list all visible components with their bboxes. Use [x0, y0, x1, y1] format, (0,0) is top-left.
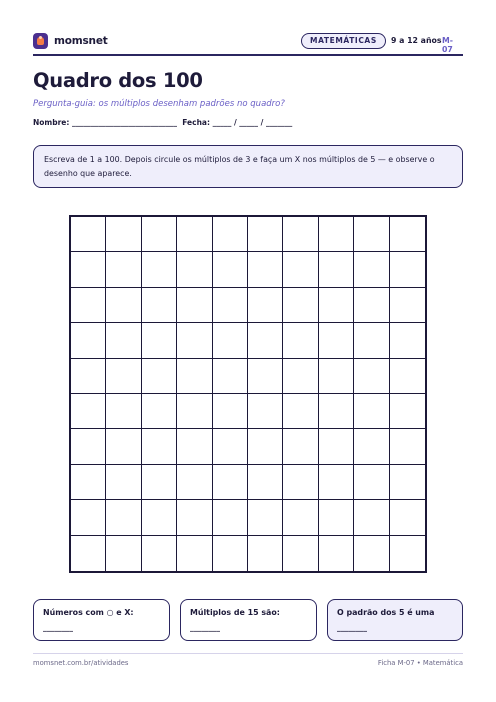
grid-cell[interactable]: [142, 465, 177, 500]
grid-cell[interactable]: [354, 359, 389, 394]
grid-cell[interactable]: [106, 359, 141, 394]
grid-cell[interactable]: [354, 536, 389, 571]
grid-cell[interactable]: [283, 429, 318, 464]
grid-cell[interactable]: [213, 429, 248, 464]
answer-question: O padrão dos 5 é uma: [337, 608, 435, 617]
grid-cell[interactable]: [248, 394, 283, 429]
page-title: Quadro dos 100: [33, 69, 203, 92]
guide-question: Pergunta-guia: os múltiplos desenham padrões no quadro?: [33, 99, 285, 109]
grid-cell[interactable]: [319, 252, 354, 287]
grid-cell[interactable]: [283, 359, 318, 394]
brand-logo: [33, 33, 108, 49]
grid-cell[interactable]: [390, 536, 425, 571]
grid-cell[interactable]: [390, 323, 425, 358]
grid-cell[interactable]: [177, 500, 212, 535]
grid-cell[interactable]: [71, 359, 106, 394]
grid-cell[interactable]: [248, 359, 283, 394]
grid-cell[interactable]: [319, 536, 354, 571]
hundred-chart-grid: [69, 215, 427, 573]
grid-cell[interactable]: [248, 500, 283, 535]
subject-badge: MATEMÁTICAS: [301, 33, 386, 49]
grid-cell[interactable]: [248, 536, 283, 571]
grid-cell[interactable]: [142, 359, 177, 394]
grid-cell[interactable]: [106, 429, 141, 464]
grid-cell[interactable]: [177, 217, 212, 252]
grid-cell[interactable]: [248, 288, 283, 323]
answer-box-multiples-15: [180, 599, 317, 641]
grid-cell[interactable]: [354, 500, 389, 535]
grid-cell[interactable]: [283, 288, 318, 323]
answer-question: Múltiplos de 15 são:: [190, 608, 280, 617]
grid-cell[interactable]: [354, 288, 389, 323]
answer-blank[interactable]: ________: [43, 623, 73, 632]
grid-cell[interactable]: [283, 217, 318, 252]
grid-cell[interactable]: [142, 394, 177, 429]
grid-cell[interactable]: [248, 217, 283, 252]
footer-divider: [33, 653, 463, 654]
grid-cell[interactable]: [213, 217, 248, 252]
grid-cell[interactable]: [142, 536, 177, 571]
grid-cell[interactable]: [177, 252, 212, 287]
grid-cell[interactable]: [71, 217, 106, 252]
age-range: 9 a 12 años: [391, 36, 442, 45]
grid-cell[interactable]: [354, 429, 389, 464]
grid-cell[interactable]: [142, 323, 177, 358]
grid-cell[interactable]: [283, 252, 318, 287]
footer-sheet-label: Ficha M-07 • Matemática: [377, 659, 463, 667]
grid-cell[interactable]: [213, 252, 248, 287]
grid-cell[interactable]: [213, 500, 248, 535]
grid-cell[interactable]: [213, 465, 248, 500]
page-header: [33, 32, 463, 54]
grid-cell[interactable]: [283, 394, 318, 429]
grid-cell[interactable]: [354, 465, 389, 500]
grid-cell[interactable]: [142, 429, 177, 464]
grid-cell[interactable]: [106, 217, 141, 252]
grid-cell[interactable]: [354, 252, 389, 287]
grid-cell[interactable]: [354, 394, 389, 429]
grid-cell[interactable]: [177, 323, 212, 358]
brand-name: momsnet: [54, 35, 108, 47]
answer-blank[interactable]: ________: [190, 623, 220, 632]
header-divider: [33, 54, 463, 56]
grid-cell[interactable]: [71, 288, 106, 323]
grid-cell[interactable]: [106, 252, 141, 287]
grid-cell[interactable]: [390, 252, 425, 287]
answer-blank[interactable]: ________: [337, 623, 367, 632]
grid-cell[interactable]: [390, 500, 425, 535]
grid-cell[interactable]: [283, 536, 318, 571]
answer-question: Números com ○ e X:: [43, 608, 134, 617]
answer-box-circle-x: [33, 599, 170, 641]
grid-cell[interactable]: [71, 465, 106, 500]
grid-cell[interactable]: [106, 394, 141, 429]
worksheet-code: M-07: [442, 36, 453, 54]
grid-cell[interactable]: [106, 536, 141, 571]
grid-cell[interactable]: [390, 429, 425, 464]
grid-cell[interactable]: [142, 252, 177, 287]
grid-cell[interactable]: [283, 323, 318, 358]
grid-cell[interactable]: [71, 536, 106, 571]
grid-cell[interactable]: [283, 465, 318, 500]
grid-cell[interactable]: [177, 536, 212, 571]
grid-cell[interactable]: [283, 500, 318, 535]
instruction-box: Escreva de 1 a 100. Depois circule os múltiplos de 3 e faça um X nos múltiplos de 5 — e observe o desenho que aparece.: [33, 145, 463, 188]
grid-cell[interactable]: [248, 323, 283, 358]
grid-cell[interactable]: [248, 429, 283, 464]
grid-cell[interactable]: [319, 217, 354, 252]
grid-cell[interactable]: [390, 217, 425, 252]
grid-cell[interactable]: [248, 252, 283, 287]
grid-cell[interactable]: [71, 394, 106, 429]
name-date-fields: Nombre: ____________________________ Fecha: _____ / _____ / _______: [33, 118, 293, 127]
grid-cell[interactable]: [319, 429, 354, 464]
grid-cell[interactable]: [319, 359, 354, 394]
grid-cell[interactable]: [213, 536, 248, 571]
grid-cell[interactable]: [106, 465, 141, 500]
grid-cell[interactable]: [319, 465, 354, 500]
grid-cell[interactable]: [390, 465, 425, 500]
grid-cell[interactable]: [106, 288, 141, 323]
grid-cell[interactable]: [319, 394, 354, 429]
grid-cell[interactable]: [319, 500, 354, 535]
grid-cell[interactable]: [319, 323, 354, 358]
grid-cell[interactable]: [177, 465, 212, 500]
grid-cell[interactable]: [71, 323, 106, 358]
grid-cell[interactable]: [213, 288, 248, 323]
footer-url: momsnet.com.br/atividades: [33, 659, 129, 667]
grid-cell[interactable]: [213, 394, 248, 429]
grid-cell[interactable]: [213, 323, 248, 358]
grid-cell[interactable]: [213, 359, 248, 394]
grid-cell[interactable]: [71, 252, 106, 287]
grid-cell[interactable]: [248, 465, 283, 500]
grid-cell[interactable]: [319, 288, 354, 323]
grid-cell[interactable]: [177, 359, 212, 394]
grid-cell[interactable]: [142, 500, 177, 535]
grid-cell[interactable]: [390, 394, 425, 429]
grid-cell[interactable]: [390, 359, 425, 394]
momsnet-logo-icon: [33, 33, 48, 49]
grid-cell[interactable]: [354, 217, 389, 252]
grid-cell[interactable]: [106, 323, 141, 358]
grid-cell[interactable]: [354, 323, 389, 358]
grid-cell[interactable]: [177, 429, 212, 464]
answer-box-pattern-5: [327, 599, 463, 641]
grid-cell[interactable]: [177, 288, 212, 323]
grid-cell[interactable]: [142, 217, 177, 252]
grid-cell[interactable]: [390, 288, 425, 323]
grid-cell[interactable]: [142, 288, 177, 323]
grid-cell[interactable]: [71, 500, 106, 535]
grid-cell[interactable]: [106, 500, 141, 535]
grid-cell[interactable]: [177, 394, 212, 429]
grid-cell[interactable]: [71, 429, 106, 464]
